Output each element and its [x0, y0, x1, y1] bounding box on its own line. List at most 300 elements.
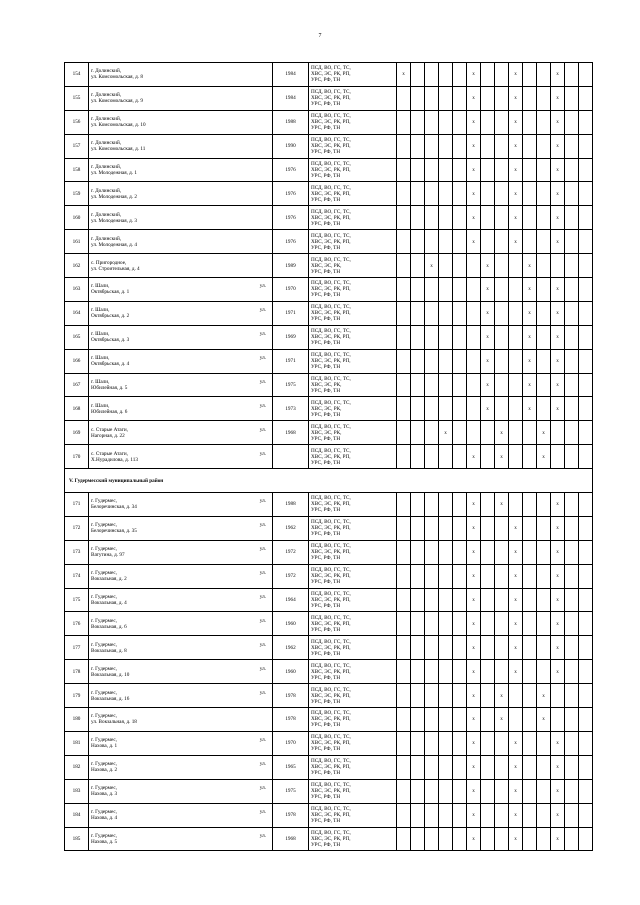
build-year: 1989: [273, 254, 309, 278]
mark-cell: [579, 158, 593, 182]
works-line: ХВС, ЭС, РК, РП,: [311, 549, 351, 556]
address-line-1: г. Гудермес,: [91, 809, 117, 816]
section-row: [65, 469, 593, 493]
row-number: 181: [65, 731, 89, 755]
mark-cell: [411, 708, 425, 732]
works-line: ПСД, ВО, ГС, ТС,: [311, 304, 351, 311]
mark-cell: [579, 779, 593, 803]
mark-cell: x: [509, 827, 523, 851]
mark-cell: [411, 206, 425, 230]
table-row: [65, 110, 593, 134]
mark-cell: [537, 182, 551, 206]
mark-cell: [439, 182, 453, 206]
mark-cell: [397, 397, 411, 421]
mark-cell: [495, 134, 509, 158]
address-line-2: Юбилейная, д. 6: [91, 408, 128, 415]
row-number: 183: [65, 779, 89, 803]
works-line: ХВС, ЭС, РК, РП,: [311, 119, 351, 126]
address-cell: [89, 325, 273, 349]
mark-cell: x: [467, 636, 481, 660]
address-line-2: Белоречинская, д. 34: [91, 504, 137, 511]
mark-cell: [439, 110, 453, 134]
works-line: УРС, РФ, ТН: [311, 173, 341, 179]
address-cell: [89, 564, 273, 588]
mark-cell: [523, 230, 537, 254]
mark-cell: [453, 397, 467, 421]
mark-cell: [397, 110, 411, 134]
mark-cell: [537, 636, 551, 660]
row-number: 158: [65, 158, 89, 182]
address-cell: [89, 612, 273, 636]
mark-cell: [565, 206, 579, 230]
mark-cell: [453, 827, 467, 851]
mark-cell: [397, 827, 411, 851]
works-line: ПСД, ВО, ГС, ТС,: [311, 376, 351, 383]
address-line-2: ул. Молодежная, д. 2: [91, 193, 137, 200]
mark-cell: [523, 564, 537, 588]
mark-cell: [453, 182, 467, 206]
mark-cell: [495, 564, 509, 588]
row-number: 177: [65, 636, 89, 660]
mark-cell: x: [551, 636, 565, 660]
address-line-1: г. Гудермес,: [91, 617, 117, 624]
mark-cell: x: [509, 636, 523, 660]
works-line: УРС, РФ, ТН: [311, 459, 341, 466]
mark-cell: [439, 397, 453, 421]
works-list: [309, 373, 397, 397]
mark-cell: [481, 230, 495, 254]
table-row: [65, 325, 593, 349]
address-cell: [89, 421, 273, 445]
works-list: [309, 755, 397, 779]
mark-cell: x: [509, 779, 523, 803]
works-line: УРС, РФ, ТН: [311, 340, 341, 347]
mark-cell: [397, 540, 411, 564]
mark-cell: [453, 86, 467, 110]
mark-cell: [523, 158, 537, 182]
mark-cell: x: [537, 708, 551, 732]
address-cell: [89, 660, 273, 684]
mark-cell: [565, 493, 579, 517]
address-cell: [89, 803, 273, 827]
mark-cell: [523, 755, 537, 779]
mark-cell: x: [523, 301, 537, 325]
mark-cell: [579, 397, 593, 421]
row-number: 176: [65, 612, 89, 636]
mark-cell: [411, 349, 425, 373]
mark-cell: [453, 660, 467, 684]
address-cell: [89, 158, 273, 182]
build-year: 1984: [273, 86, 309, 110]
mark-cell: [537, 493, 551, 517]
mark-cell: [537, 63, 551, 87]
mark-cell: [565, 731, 579, 755]
mark-cell: [439, 803, 453, 827]
address-street-prefix: ул.: [259, 737, 266, 744]
address-cell: [89, 373, 273, 397]
mark-cell: [397, 612, 411, 636]
mark-cell: [411, 63, 425, 87]
works-line: ПСД, ВО, ГС, ТС,: [311, 328, 351, 335]
mark-cell: [579, 731, 593, 755]
address-cell: [89, 254, 273, 278]
row-number: 161: [65, 230, 89, 254]
row-number: 163: [65, 278, 89, 302]
mark-cell: [495, 63, 509, 87]
mark-cell: [453, 779, 467, 803]
mark-cell: [579, 206, 593, 230]
mark-cell: [425, 325, 439, 349]
works-list: [309, 206, 397, 230]
works-line: ПСД, ВО, ГС, ТС,: [311, 65, 351, 72]
mark-cell: [481, 803, 495, 827]
mark-cell: [565, 540, 579, 564]
mark-cell: [425, 182, 439, 206]
mark-cell: [411, 755, 425, 779]
table-row: [65, 731, 593, 755]
mark-cell: [411, 588, 425, 612]
mark-cell: [439, 516, 453, 540]
works-list: [309, 397, 397, 421]
mark-cell: [411, 731, 425, 755]
mark-cell: [439, 684, 453, 708]
mark-cell: x: [509, 182, 523, 206]
address-line-2: Нахова, д. 3: [91, 791, 118, 798]
mark-cell: [453, 421, 467, 445]
mark-cell: x: [467, 182, 481, 206]
mark-cell: [425, 421, 439, 445]
table-row: [65, 86, 593, 110]
mark-cell: [411, 612, 425, 636]
works-line: ХВС, ЭС, РК,: [311, 429, 342, 436]
mark-cell: [453, 158, 467, 182]
mark-cell: [397, 301, 411, 325]
mark-cell: [509, 397, 523, 421]
mark-cell: [453, 708, 467, 732]
address-line-2: ул. Комсомольская, д. 8: [91, 74, 143, 81]
mark-cell: [579, 564, 593, 588]
address-line-2: Вокзальная, д. 8: [91, 647, 127, 654]
mark-cell: [467, 278, 481, 302]
mark-cell: [439, 349, 453, 373]
mark-cell: [425, 612, 439, 636]
works-line: УРС, РФ, ТН: [311, 268, 341, 275]
mark-cell: [537, 301, 551, 325]
address-line-1: г. Шали,: [91, 402, 110, 409]
address-line-1: г. Долинский,: [91, 187, 122, 194]
mark-cell: [537, 349, 551, 373]
mark-cell: [481, 493, 495, 517]
works-list: [309, 803, 397, 827]
mark-cell: [509, 421, 523, 445]
mark-cell: x: [551, 540, 565, 564]
address-line-2: Х.Нурадилова, д. 113: [91, 456, 138, 463]
works-line: ПСД, ВО, ГС, ТС,: [311, 256, 351, 263]
address-street-prefix: ул.: [259, 594, 266, 601]
works-line: УРС, РФ, ТН: [311, 149, 341, 156]
address-street-prefix: ул.: [259, 283, 266, 290]
row-number: 178: [65, 660, 89, 684]
mark-cell: [481, 660, 495, 684]
works-line: УРС, РФ, ТН: [311, 411, 341, 418]
works-line: ПСД, ВО, ГС, ТС,: [311, 710, 351, 717]
mark-cell: [425, 349, 439, 373]
mark-cell: [439, 755, 453, 779]
address-line-1: г. Гудермес,: [91, 546, 117, 553]
mark-cell: x: [551, 373, 565, 397]
mark-cell: [411, 182, 425, 206]
mark-cell: [397, 493, 411, 517]
mark-cell: [537, 779, 551, 803]
works-line: ХВС, ЭС, РК, РП,: [311, 525, 351, 532]
works-line: УРС, РФ, ТН: [311, 674, 341, 681]
mark-cell: x: [551, 278, 565, 302]
row-number: 165: [65, 325, 89, 349]
works-line: ХВС, ЭС, РК, РП,: [311, 167, 351, 173]
mark-cell: x: [551, 182, 565, 206]
address-street-prefix: ул.: [259, 641, 266, 648]
mark-cell: x: [481, 373, 495, 397]
build-year: 1978: [273, 708, 309, 732]
mark-cell: [453, 278, 467, 302]
mark-cell: [509, 373, 523, 397]
mark-cell: [565, 612, 579, 636]
mark-cell: [425, 493, 439, 517]
address-line-1: с. Старые Атаги,: [91, 426, 128, 433]
mark-cell: [537, 660, 551, 684]
row-number: 162: [65, 254, 89, 278]
row-number: 173: [65, 540, 89, 564]
mark-cell: [411, 493, 425, 517]
mark-cell: x: [551, 588, 565, 612]
mark-cell: x: [467, 540, 481, 564]
works-line: ХВС, ЭС, РК, РП,: [311, 310, 351, 317]
mark-cell: [425, 803, 439, 827]
table-row: [65, 803, 593, 827]
mark-cell: [425, 86, 439, 110]
mark-cell: [397, 636, 411, 660]
mark-cell: [439, 564, 453, 588]
mark-cell: [495, 588, 509, 612]
works-line: ПСД, ВО, ГС, ТС,: [311, 686, 351, 693]
address-line-2: Нахова, д. 5: [91, 838, 118, 845]
mark-cell: [495, 110, 509, 134]
works-list: [309, 445, 397, 469]
address-line-1: г. Шали,: [91, 307, 110, 314]
mark-cell: [565, 373, 579, 397]
mark-cell: [411, 110, 425, 134]
mark-cell: x: [509, 803, 523, 827]
address-line-1: г. Гудермес,: [91, 785, 117, 792]
mark-cell: x: [467, 63, 481, 87]
works-line: ПСД, ВО, ГС, ТС,: [311, 806, 351, 813]
mark-cell: [439, 660, 453, 684]
build-year: 1965: [273, 755, 309, 779]
works-list: [309, 588, 397, 612]
address-line-2: ул. Комсомольская, д. 10: [91, 122, 146, 129]
mark-cell: [565, 421, 579, 445]
address-line-1: г. Гудермес,: [91, 594, 117, 601]
mark-cell: [565, 779, 579, 803]
mark-cell: [453, 254, 467, 278]
mark-cell: [439, 779, 453, 803]
mark-cell: [397, 588, 411, 612]
mark-cell: [425, 540, 439, 564]
works-list: [309, 612, 397, 636]
mark-cell: x: [481, 254, 495, 278]
mark-cell: [565, 134, 579, 158]
address-line-2: ул. Молодежная, д. 1: [91, 170, 137, 176]
address-street-prefix: ул.: [259, 522, 266, 529]
works-line: ХВС, ЭС, РК, РП,: [311, 644, 351, 651]
mark-cell: [537, 134, 551, 158]
address-line-2: Вокзальная, д. 10: [91, 671, 130, 678]
mark-cell: x: [523, 349, 537, 373]
mark-cell: x: [481, 278, 495, 302]
mark-cell: [537, 397, 551, 421]
address-line-2: Октябрьская, д. 1: [91, 289, 130, 296]
mark-cell: [495, 301, 509, 325]
row-number: 167: [65, 373, 89, 397]
mark-cell: x: [467, 158, 481, 182]
mark-cell: [537, 86, 551, 110]
address-line-2: Белоречинская, д. 35: [91, 528, 137, 535]
mark-cell: [537, 612, 551, 636]
row-number: 170: [65, 445, 89, 469]
mark-cell: [523, 182, 537, 206]
address-line-1: г. Шали,: [91, 355, 110, 362]
mark-cell: x: [551, 827, 565, 851]
table-row: [65, 755, 593, 779]
mark-cell: x: [509, 230, 523, 254]
mark-cell: [579, 684, 593, 708]
build-year: 1978: [273, 803, 309, 827]
mark-cell: [425, 110, 439, 134]
mark-cell: x: [509, 516, 523, 540]
build-year: 1972: [273, 540, 309, 564]
mark-cell: [453, 493, 467, 517]
mark-cell: [537, 803, 551, 827]
mark-cell: [411, 660, 425, 684]
mark-cell: x: [467, 588, 481, 612]
mark-cell: [495, 660, 509, 684]
mark-cell: x: [495, 708, 509, 732]
mark-cell: [523, 445, 537, 469]
mark-cell: [495, 158, 509, 182]
address-cell: [89, 540, 273, 564]
address-line-2: ул. Вокзальная, д. 18: [91, 719, 137, 726]
works-line: ПСД, ВО, ГС, ТС,: [311, 734, 351, 741]
works-list: [309, 636, 397, 660]
mark-cell: [523, 134, 537, 158]
mark-cell: [481, 612, 495, 636]
mark-cell: [453, 516, 467, 540]
mark-cell: [425, 755, 439, 779]
mark-cell: [565, 684, 579, 708]
mark-cell: x: [551, 206, 565, 230]
mark-cell: [411, 827, 425, 851]
mark-cell: [579, 301, 593, 325]
mark-cell: [523, 731, 537, 755]
address-cell: [89, 397, 273, 421]
mark-cell: [411, 540, 425, 564]
mark-cell: [425, 397, 439, 421]
mark-cell: [397, 516, 411, 540]
mark-cell: x: [509, 86, 523, 110]
address-line-1: г. Гудермес,: [91, 665, 117, 672]
works-line: ХВС, ЭС, РК, РП,: [311, 573, 351, 580]
mark-cell: [439, 278, 453, 302]
mark-cell: x: [551, 86, 565, 110]
mark-cell: [425, 206, 439, 230]
mark-cell: x: [425, 254, 439, 278]
mark-cell: [439, 134, 453, 158]
row-number: 180: [65, 708, 89, 732]
mark-cell: [397, 182, 411, 206]
mark-cell: [425, 230, 439, 254]
works-line: УРС, РФ, ТН: [311, 531, 341, 538]
row-number: 175: [65, 588, 89, 612]
mark-cell: [425, 636, 439, 660]
works-line: ХВС, ЭС, РК, РП,: [311, 812, 351, 819]
address-line-2: Октябрьская, д. 2: [91, 313, 130, 320]
section-title: V. Гудермесский муниципальный район: [65, 469, 593, 493]
works-line: ХВС, ЭС, РК, РП,: [311, 692, 351, 699]
works-line: ПСД, ВО, ГС, ТС,: [311, 519, 351, 526]
mark-cell: [481, 206, 495, 230]
address-line-1: г. Гудермес,: [91, 689, 117, 696]
address-cell: [89, 779, 273, 803]
address-cell: [89, 182, 273, 206]
row-number: 179: [65, 684, 89, 708]
table-row: [65, 301, 593, 325]
row-number: 168: [65, 397, 89, 421]
works-line: ХВС, ЭС, РК, РП,: [311, 71, 351, 78]
mark-cell: [495, 230, 509, 254]
address-street-prefix: ул.: [259, 355, 266, 362]
mark-cell: [495, 86, 509, 110]
address-cell: [89, 445, 273, 469]
address-line-1: г. Долинский,: [91, 235, 122, 242]
mark-cell: [397, 206, 411, 230]
table-row: [65, 278, 593, 302]
mark-cell: x: [495, 684, 509, 708]
mark-cell: x: [467, 731, 481, 755]
row-number: 155: [65, 86, 89, 110]
mark-cell: [523, 63, 537, 87]
mark-cell: [495, 516, 509, 540]
mark-cell: [439, 206, 453, 230]
mark-cell: [579, 803, 593, 827]
mark-cell: [411, 445, 425, 469]
mark-cell: x: [467, 708, 481, 732]
address-street-prefix: ул.: [259, 761, 266, 768]
mark-cell: [425, 660, 439, 684]
mark-cell: [425, 278, 439, 302]
address-cell: [89, 755, 273, 779]
mark-cell: x: [481, 349, 495, 373]
mark-cell: [439, 731, 453, 755]
address-line-1: г. Шали,: [91, 379, 110, 386]
works-list: [309, 708, 397, 732]
address-line-2: Вокзальная, д. 6: [91, 623, 127, 630]
row-number: 169: [65, 421, 89, 445]
mark-cell: [523, 779, 537, 803]
mark-cell: x: [551, 158, 565, 182]
mark-cell: [565, 230, 579, 254]
works-line: ХВС, ЭС, РК,: [311, 405, 342, 412]
mark-cell: x: [467, 86, 481, 110]
